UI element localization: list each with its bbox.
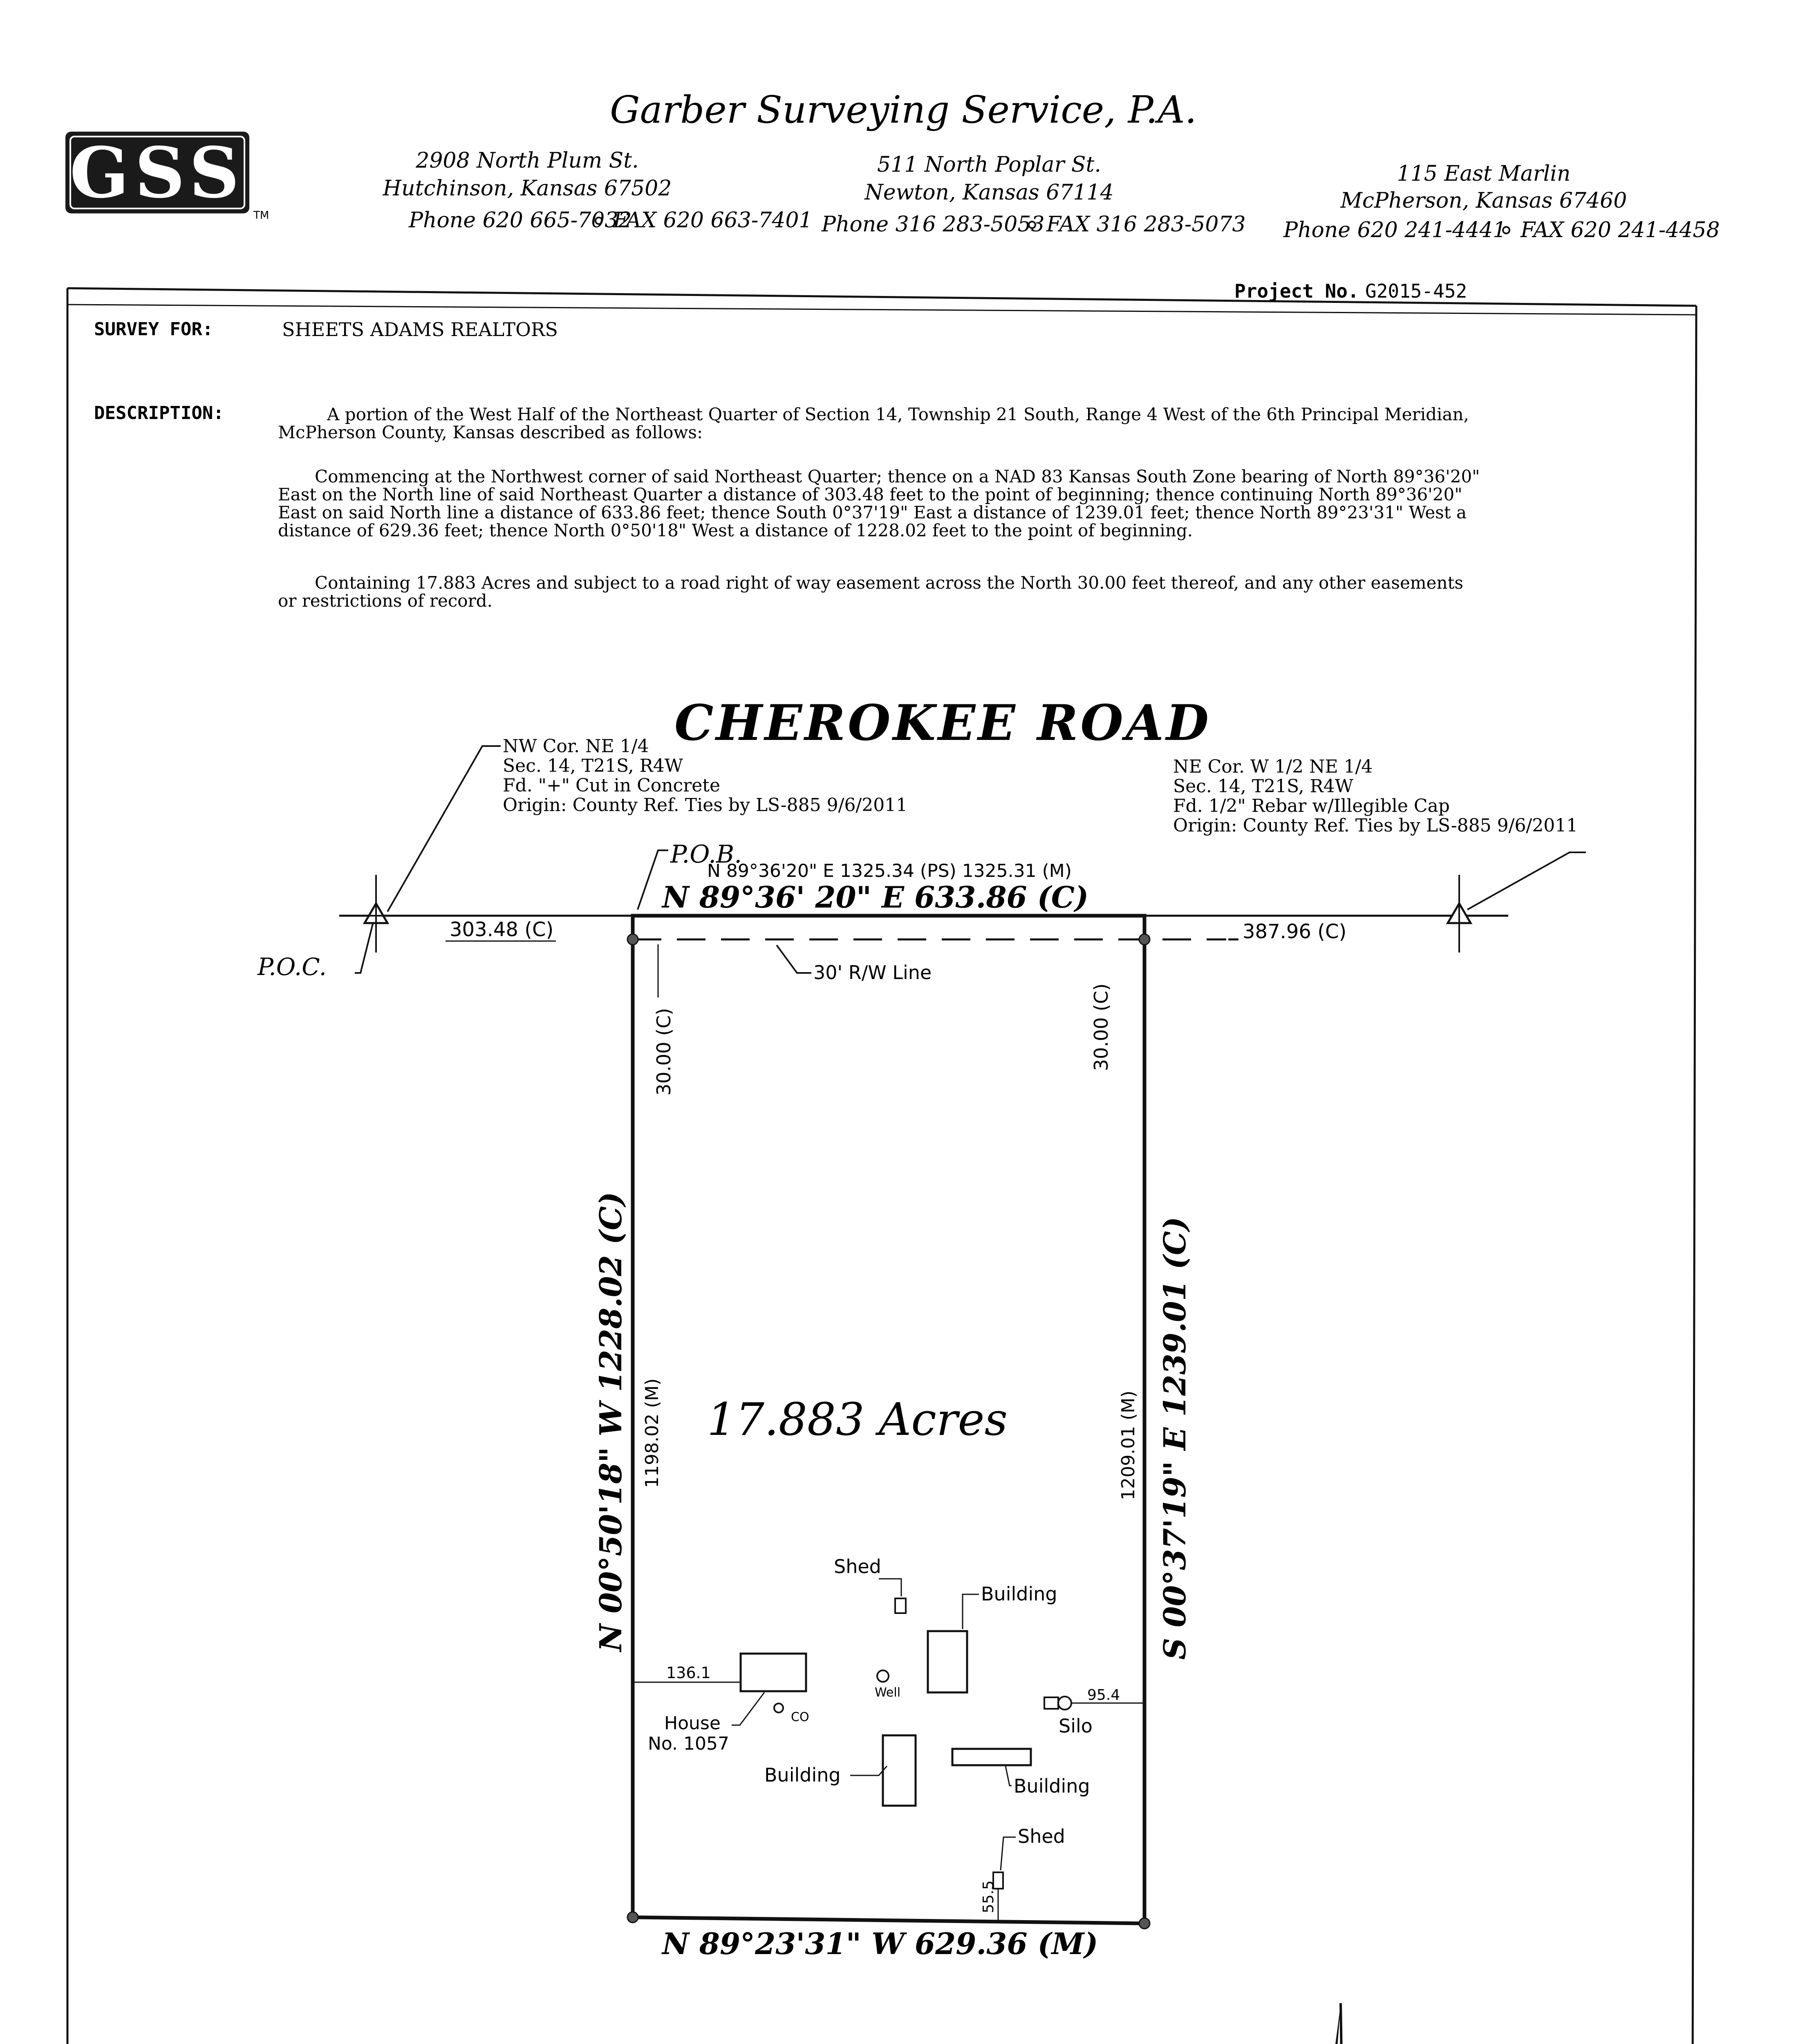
silo-base — [1044, 1697, 1058, 1709]
description-label: DESCRIPTION: — [94, 403, 224, 424]
building-right-label: Building — [1014, 1775, 1090, 1797]
building-left — [883, 1735, 916, 1806]
poc-leader — [355, 924, 373, 973]
house-offset-dim: 136.1 — [666, 1664, 711, 1682]
company-name: Garber Surveying Service, P.A. — [610, 88, 1197, 132]
road-name: CHEROKEE ROAD — [674, 694, 1212, 752]
note-line: NE Cor. W 1/2 NE 1/4 — [1173, 756, 1373, 777]
north-line-bearing: N 89°36' 20" E 633.86 (C) — [662, 880, 1089, 914]
shed-bottom-leader — [1001, 1837, 1016, 1870]
house-leader — [732, 1692, 764, 1725]
description-line: Containing 17.883 Acres and subject to a road right of way easement across the North 30.00 feet thereof, and any other easements — [315, 573, 1463, 593]
house-label: House — [664, 1713, 721, 1734]
office-mcpherson — [1283, 161, 1720, 242]
building-left-label: Building — [764, 1764, 841, 1786]
note-line: Fd. "+" Cut in Concrete — [503, 775, 720, 796]
east-offset: 387.96 (C) — [1243, 920, 1347, 943]
rw-label: 30' R/W Line — [813, 961, 932, 984]
west-line-measured: 1198.02 (M) — [642, 1378, 663, 1488]
west-line-bearing: N 00°50'18" W 1228.02 (C) — [593, 1192, 629, 1652]
rebar-set-marker-icon — [1139, 1918, 1150, 1929]
office-hutchinson — [383, 148, 813, 233]
north-arrow-icon — [1341, 2003, 1345, 2044]
project-number: G2015-452 — [1365, 280, 1467, 302]
description-line: McPherson County, Kansas described as follows: — [278, 422, 703, 442]
office-phone: Phone 620 241-4441 — [1283, 218, 1507, 242]
cleanout-label: CO — [791, 1710, 809, 1724]
office-newton — [821, 152, 1246, 237]
well-label: Well — [875, 1685, 901, 1700]
ne-corner-note — [1173, 756, 1578, 836]
logo-text: GSS — [69, 132, 245, 214]
description-line: distance of 629.36 feet; thence North 0°50'18" West a distance of 1228.02 feet to the point of beginning. — [278, 520, 1193, 540]
description-line: East on the North line of said Northeast Quarter a distance of 303.48 feet to the point of beginning; thence continuing North 89°36'20" — [278, 484, 1462, 504]
header-rule — [67, 305, 1696, 315]
shed-top — [895, 1598, 906, 1613]
office-phone: Phone 620 665-7032 — [409, 208, 632, 233]
rebar-set-marker-icon — [1139, 934, 1150, 945]
note-line: Origin: County Ref. Ties by LS-885 9/6/2011 — [503, 795, 908, 816]
shed-top-label: Shed — [834, 1555, 881, 1578]
office-street: 2908 North Plum St. — [416, 148, 639, 173]
description-line: or restrictions of record. — [278, 591, 493, 611]
acreage-label: 17.883 Acres — [707, 1393, 1008, 1446]
office-city: Newton, Kansas 67114 — [864, 180, 1114, 205]
description-line: A portion of the West Half of the Northeast Quarter of Section 14, Township 21 South, Range 4 West of the 6th Principal Meridian, — [327, 404, 1469, 424]
shed-top-leader — [879, 1579, 901, 1596]
shed-offset-dim: 55.5 — [980, 1880, 997, 1913]
description-line: East on said North line a distance of 633.86 feet; thence South 0°37'19" East a distance of 1239.01 feet; thence North 89°23'31" West a — [278, 502, 1467, 522]
improvements — [633, 1555, 1144, 1921]
north-arrow-head — [1296, 2003, 1341, 2044]
survey-for-label: SURVEY FOR: — [94, 319, 213, 340]
shed-bottom-label: Shed — [1018, 1825, 1065, 1847]
office-fax: FAX 620 663-7401 — [613, 208, 813, 233]
description-line: Commencing at the Northwest corner of said Northeast Quarter; thence on a NAD 83 Kansas South Zone bearing of North 89°36'20" — [315, 466, 1480, 486]
note-line: Fd. 1/2" Rebar w/Illegible Cap — [1173, 796, 1450, 816]
office-city: Hutchinson, Kansas 67502 — [383, 176, 672, 201]
building-top-label: Building — [981, 1583, 1057, 1605]
office-street: 511 North Poplar St. — [877, 152, 1101, 177]
office-street: 115 East Marlin — [1397, 161, 1571, 186]
note-line: NW Cor. NE 1/4 — [503, 736, 649, 757]
note-line: Sec. 14, T21S, R4W — [503, 755, 683, 776]
building-left-leader — [850, 1766, 887, 1775]
rw-right-dim: 30.00 (C) — [1090, 983, 1112, 1071]
north-line-ps: N 89°36'20" E 1325.34 (PS) 1325.31 (M) — [707, 861, 1072, 881]
silo-label: Silo — [1059, 1715, 1093, 1737]
east-line-measured: 1209.01 (M) — [1118, 1390, 1139, 1500]
north-arrow — [1296, 2003, 1385, 2044]
rw-left-dim: 30.00 (C) — [653, 1008, 675, 1096]
house-number: No. 1057 — [648, 1733, 730, 1754]
nw-leader — [387, 746, 501, 912]
description-body — [278, 404, 1480, 611]
office-city: McPherson, Kansas 67460 — [1340, 188, 1627, 213]
project-number-label: Project No. — [1234, 280, 1359, 302]
rebar-set-marker-icon — [627, 1912, 638, 1923]
office-fax: FAX 620 241-4458 — [1521, 218, 1720, 242]
ne-monument — [1448, 875, 1471, 953]
cleanout-icon — [774, 1703, 783, 1712]
house — [741, 1654, 806, 1691]
office-fax: FAX 316 283-5073 — [1046, 212, 1246, 237]
west-offset: 303.48 (C) — [450, 918, 554, 941]
silo-icon — [1058, 1697, 1071, 1710]
note-line: Origin: County Ref. Ties by LS-885 9/6/2011 — [1173, 815, 1578, 836]
note-line: Sec. 14, T21S, R4W — [1173, 776, 1353, 797]
pob-label: P.O.B. — [670, 840, 742, 869]
well-icon — [877, 1670, 889, 1682]
plat — [257, 694, 1586, 1961]
poc-label: P.O.C. — [258, 953, 327, 981]
rebar-set-marker-icon — [627, 934, 638, 945]
logo-tm: TM — [253, 209, 269, 222]
office-phone: Phone 316 283-5053 — [822, 212, 1045, 237]
rw-leader — [777, 945, 811, 973]
logo — [65, 132, 269, 222]
survey-for-value: SHEETS ADAMS REALTORS — [282, 318, 558, 341]
building-right — [952, 1749, 1031, 1765]
building-right-leader — [1006, 1766, 1012, 1786]
building-top-leader — [963, 1594, 979, 1629]
building-top — [928, 1631, 967, 1692]
silo-offset-dim: 95.4 — [1087, 1687, 1120, 1703]
ne-leader — [1467, 852, 1586, 910]
south-line-bearing: N 89°23'31" W 629.36 (M) — [662, 1926, 1098, 1961]
east-line-bearing: S 00°37'19" E 1239.01 (C) — [1158, 1217, 1193, 1660]
